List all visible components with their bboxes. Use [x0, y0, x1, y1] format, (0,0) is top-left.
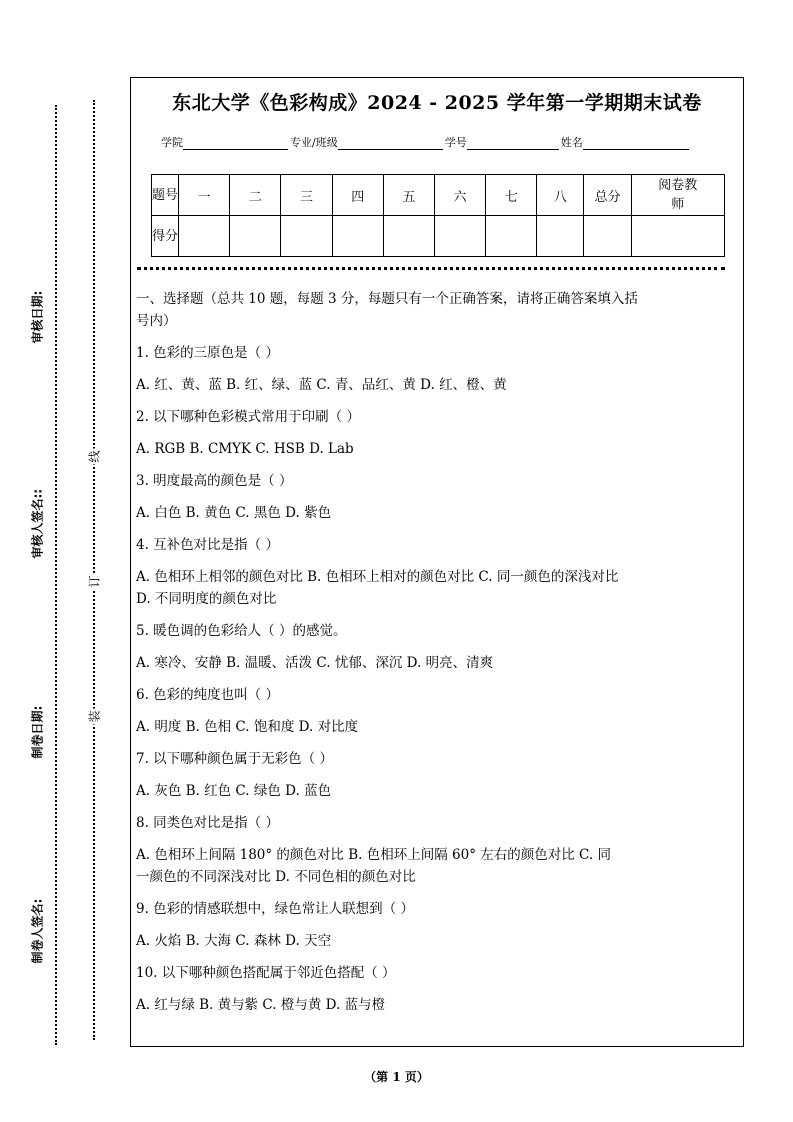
binding-dotted-line — [93, 100, 95, 1040]
col-4: 四 — [332, 175, 383, 216]
options-4-line-1: A. 色相环上相邻的颜色对比 B. 色相环上相对的颜色对比 C. 同一颜色的深浅对比 — [136, 569, 619, 585]
binding-char-bind: 装 — [87, 710, 102, 723]
question-6: 6. 色彩的纯度也叫（ ） — [136, 687, 279, 703]
options-2-line-1: A. RGB B. CMYK C. HSB D. Lab — [136, 441, 354, 457]
section-heading-line-1: 一、选择题（总共 10 题，每题 3 分，每题只有一个正确答案，请将正确答案填入括 — [136, 291, 638, 307]
col-6: 六 — [434, 175, 485, 216]
name-label: 姓名 — [560, 136, 583, 149]
binding-char-line: 线 — [87, 450, 102, 463]
options-1 — [136, 374, 741, 396]
col-total: 总分 — [584, 175, 631, 216]
options-9 — [136, 930, 741, 952]
compiler-signature-label — [29, 898, 46, 964]
col-8: 八 — [537, 175, 584, 216]
score-cell-1[interactable] — [179, 216, 230, 257]
major-field[interactable] — [338, 137, 443, 150]
options-8 — [136, 844, 741, 888]
exam-title: 东北大学《色彩构成》2024 - 2025 学年第一学期期末试卷 — [172, 92, 702, 114]
options-10 — [136, 994, 741, 1016]
col-grader-text: 阅卷教师 — [658, 178, 698, 212]
score-cell-5[interactable] — [383, 216, 434, 257]
exam-frame — [130, 77, 744, 1047]
name-field[interactable] — [583, 137, 689, 150]
separator-dotted-line — [137, 267, 725, 270]
col-5: 五 — [383, 175, 434, 216]
question-3: 3. 明度最高的颜色是（ ） — [136, 473, 293, 489]
score-cell-3[interactable] — [281, 216, 332, 257]
options-8-line-2: 一颜色的不同深浅对比 D. 不同色相的颜色对比 — [136, 869, 416, 885]
options-7-line-1: A. 灰色 B. 红色 C. 绿色 D. 蓝色 — [136, 783, 332, 799]
exam-content — [136, 288, 741, 1026]
score-table-score-row — [152, 216, 725, 257]
score-cell-total[interactable] — [584, 216, 631, 257]
question-10: 10. 以下哪种颜色搭配属于邻近色搭配（ ） — [136, 965, 396, 981]
section-heading — [136, 288, 741, 332]
score-cell-6[interactable] — [434, 216, 485, 257]
col-2: 二 — [230, 175, 281, 216]
row-header-question-no: 题号 — [152, 175, 179, 216]
compile-date-text: 制卷日期: — [30, 705, 45, 759]
options-5 — [136, 652, 741, 674]
options-4-line-2: D. 不同明度的颜色对比 — [136, 591, 277, 607]
college-label: 学院 — [161, 136, 183, 149]
score-cell-4[interactable] — [332, 216, 383, 257]
reviewer-signature-label — [29, 488, 46, 559]
compile-date-label — [29, 705, 46, 759]
score-table — [151, 174, 725, 257]
compiler-signature-text: 制卷人签名: — [30, 898, 45, 964]
question-5: 5. 暖色调的色彩给人（ ）的感觉。 — [136, 623, 347, 639]
row-header-score: 得分 — [152, 216, 179, 257]
binding-char-staple: 订 — [87, 575, 102, 588]
options-6-line-1: A. 明度 B. 色相 C. 饱和度 D. 对比度 — [136, 719, 359, 735]
major-label: 专业/班级 — [290, 136, 338, 149]
options-3 — [136, 502, 741, 524]
question-7: 7. 以下哪种颜色属于无彩色（ ） — [136, 751, 333, 767]
col-7: 七 — [486, 175, 537, 216]
options-5-line-1: A. 寒冷、安静 B. 温暖、活泼 C. 忧郁、深沉 D. 明亮、清爽 — [136, 655, 494, 671]
score-cell-2[interactable] — [230, 216, 281, 257]
options-2 — [136, 438, 741, 460]
score-cell-7[interactable] — [486, 216, 537, 257]
margin-dotted-line-left — [55, 105, 57, 1045]
college-field[interactable] — [183, 137, 288, 150]
score-cell-8[interactable] — [537, 216, 584, 257]
col-1: 一 — [179, 175, 230, 216]
options-10-line-1: A. 红与绿 B. 黄与紫 C. 橙与黄 D. 蓝与橙 — [136, 997, 386, 1013]
question-8: 8. 同类色对比是指（ ） — [136, 815, 279, 831]
score-table-header-row — [152, 175, 725, 216]
options-8-line-1: A. 色相环上间隔 180° 的颜色对比 B. 色相环上间隔 60° 左右的颜色对比 C. 同 — [136, 847, 611, 863]
score-cell-grader[interactable] — [631, 216, 724, 257]
reviewer-signature-text: 审核人签名:: — [30, 488, 45, 559]
student-info-row — [161, 134, 691, 150]
options-3-line-1: A. 白色 B. 黄色 C. 黑色 D. 紫色 — [136, 505, 332, 521]
options-6 — [136, 716, 741, 738]
page-number: （第 1 页） — [364, 1070, 429, 1084]
options-9-line-1: A. 火焰 B. 大海 C. 森林 D. 天空 — [136, 933, 332, 949]
section-heading-line-2: 号内） — [136, 313, 177, 329]
review-date-label — [29, 290, 46, 344]
review-date-text: 审核日期: — [30, 290, 45, 344]
question-2: 2. 以下哪种色彩模式常用于印刷（ ） — [136, 409, 360, 425]
question-9: 9. 色彩的情感联想中，绿色常让人联想到（ ） — [136, 901, 414, 917]
question-1: 1. 色彩的三原色是（ ） — [136, 345, 279, 361]
student-id-label: 学号 — [444, 136, 467, 149]
question-4: 4. 互补色对比是指（ ） — [136, 537, 279, 553]
col-3: 三 — [281, 175, 332, 216]
student-id-field[interactable] — [467, 137, 559, 150]
options-7 — [136, 780, 741, 802]
options-4 — [136, 566, 741, 610]
options-1-line-1: A. 红、黄、蓝 B. 红、绿、蓝 C. 青、品红、黄 D. 红、橙、黄 — [136, 377, 507, 393]
col-grader — [631, 175, 724, 216]
